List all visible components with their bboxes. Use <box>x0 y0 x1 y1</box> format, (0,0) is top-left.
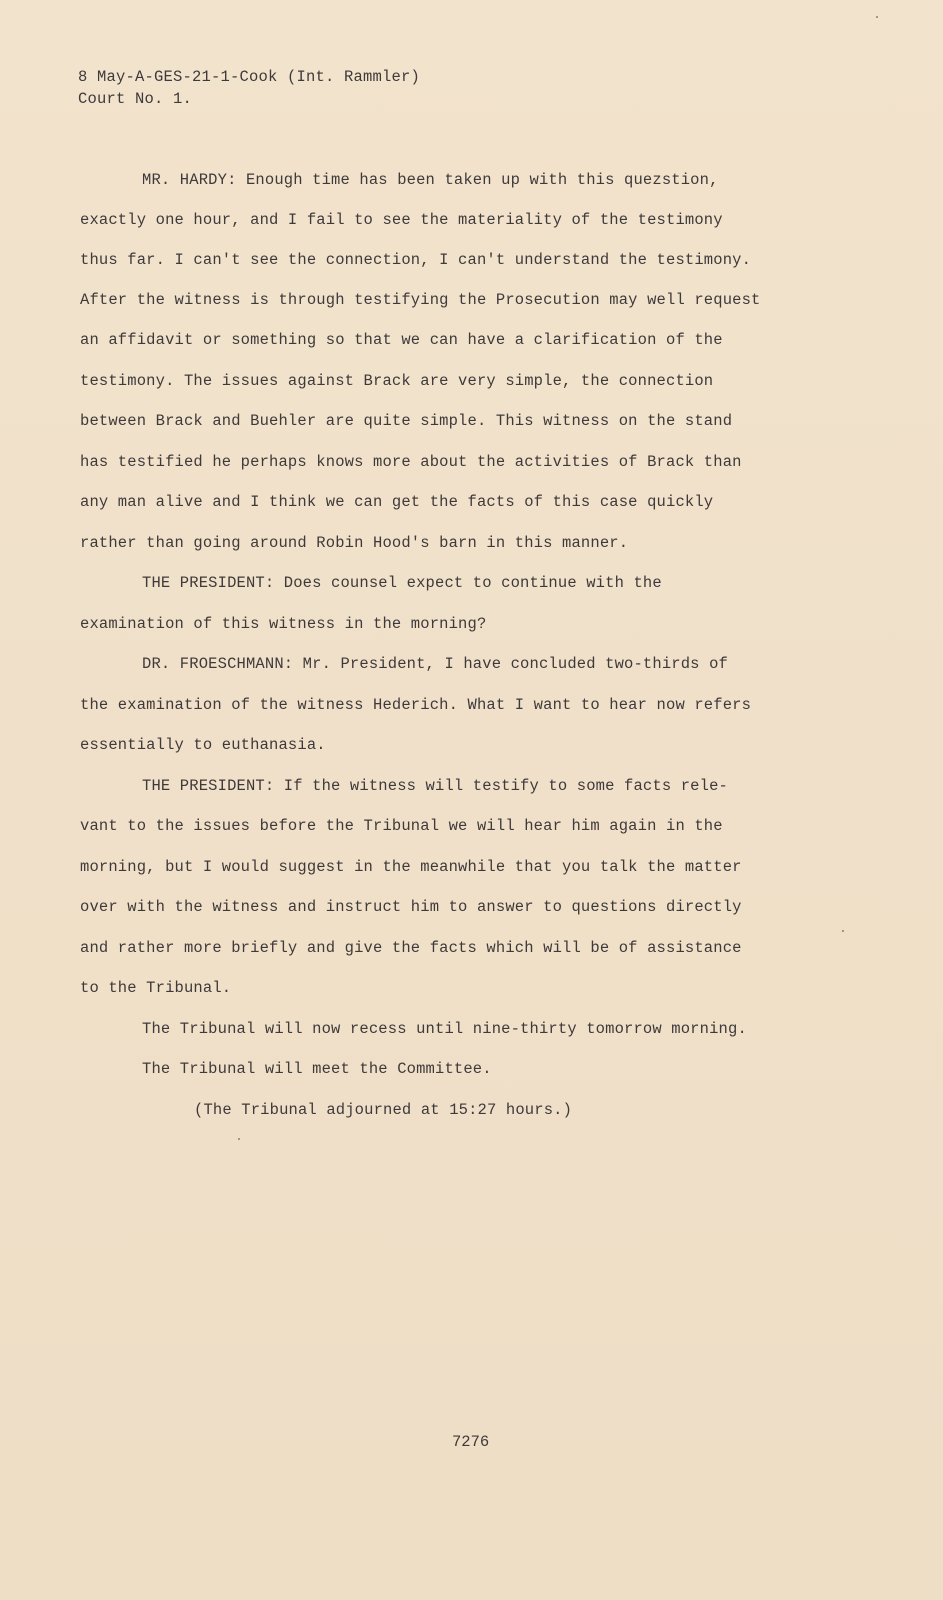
paper-speck <box>842 930 844 932</box>
text-line: morning, but I would suggest in the meanwhile that you talk the matter <box>80 858 742 876</box>
paper-speck <box>876 16 878 18</box>
text-line: rather than going around Robin Hood's barn in this manner. <box>80 534 629 552</box>
document-header <box>78 66 420 110</box>
text-line: THE PRESIDENT: Does counsel expect to continue with the <box>142 574 662 592</box>
header-case-reference: 8 May-A-GES-21-1-Cook (Int. Rammler) <box>78 68 421 86</box>
text-line: The Tribunal will now recess until nine-thirty tomorrow morning. <box>142 1020 747 1038</box>
text-line: testimony. The issues against Brack are very simple, the connection <box>80 372 714 390</box>
text-line: thus far. I can't see the connection, I can't understand the testimony. <box>80 251 752 269</box>
text-line: The Tribunal will meet the Committee. <box>142 1060 492 1078</box>
text-line: MR. HARDY: Enough time has been taken up with this quezstion, <box>142 171 719 189</box>
text-line: between Brack and Buehler are quite simple. This witness on the stand <box>80 412 733 430</box>
text-line: any man alive and I think we can get the facts of this case quickly <box>80 493 714 511</box>
text-line: has testified he perhaps knows more about the activities of Brack than <box>80 453 742 471</box>
header-court-number: Court No. 1. <box>78 90 193 108</box>
text-line: vant to the issues before the Tribunal we will hear him again in the <box>80 817 723 835</box>
text-line: an affidavit or something so that we can have a clarification of the <box>80 331 723 349</box>
text-line: to the Tribunal. <box>80 979 232 997</box>
text-line: the examination of the witness Hederich. What I want to hear now refers <box>80 696 752 714</box>
text-line: essentially to euthanasia. <box>80 736 326 754</box>
text-line: DR. FROESCHMANN: Mr. President, I have concluded two-thirds of <box>142 655 728 673</box>
text-line: After the witness is through testifying the Prosecution may well request <box>80 291 761 309</box>
text-line: THE PRESIDENT: If the witness will testify to some facts rele- <box>142 777 728 795</box>
text-line: (The Tribunal adjourned at 15:27 hours.) <box>194 1101 573 1119</box>
text-line: exactly one hour, and I fail to see the materiality of the testimony <box>80 211 723 229</box>
text-line: over with the witness and instruct him to answer to questions directly <box>80 898 742 916</box>
text-line: and rather more briefly and give the facts which will be of assistance <box>80 939 742 957</box>
text-line: examination of this witness in the morning? <box>80 615 487 633</box>
paper-speck <box>238 1138 240 1140</box>
page-number: 7276 <box>452 1433 490 1451</box>
